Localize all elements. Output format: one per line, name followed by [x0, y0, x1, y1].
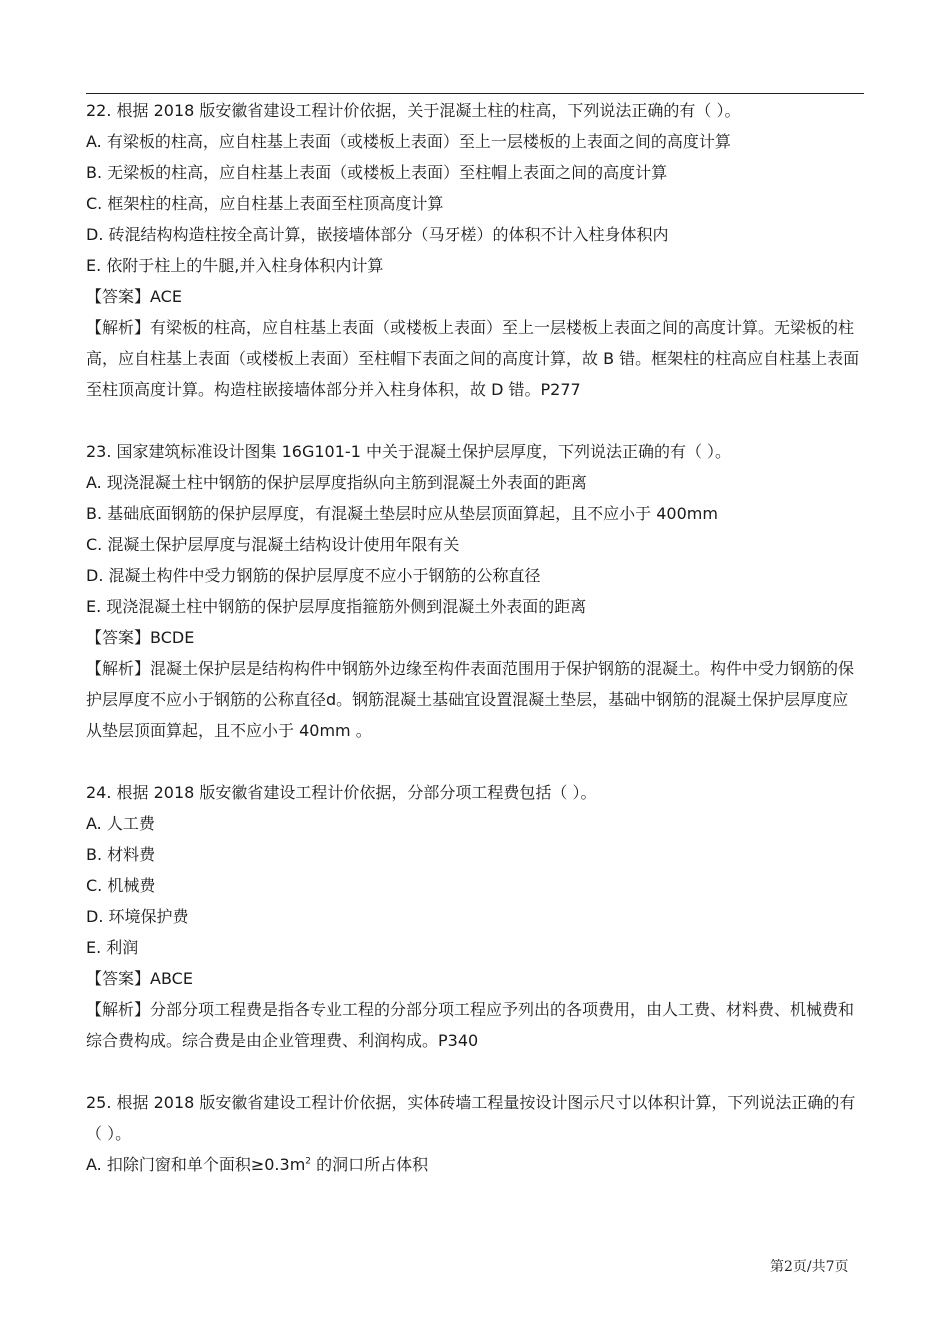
document-body [86, 95, 864, 1180]
option-e: E. 依附于柱上的牛腿,并入柱身体积内计算 [86, 256, 384, 275]
option-e: E. 利润 [86, 938, 139, 957]
option-c: C. 机械费 [86, 876, 156, 895]
question-24 [86, 777, 864, 1056]
question-25 [86, 1087, 864, 1180]
option-d: D. 环境保护费 [86, 907, 189, 926]
option-c: C. 混凝土保护层厚度与混凝土结构设计使用年限有关 [86, 535, 460, 554]
option-b: B. 无梁板的柱高，应自柱基上表面（或楼板上表面）至柱帽上表面之间的高度计算 [86, 163, 668, 182]
option-a [86, 1149, 864, 1180]
option-a-text: A. 扣除门窗和单个面积≥0.3m [86, 1155, 306, 1174]
analysis: 【解析】有梁板的柱高，应自柱基上表面（或楼板上表面）至上一层楼板上表面之间的高度计算。无梁板的柱高，应自柱基上表面（或楼板上表面）至柱帽下表面之间的高度计算，故 B 错。框架柱的柱高应自柱基上表面至柱顶高度计算。构造柱嵌接墙体部分并入柱身体积，故 D 错。P277 [86, 318, 860, 399]
question-stem: 23. 国家建筑标准设计图集 16G101-1 中关于混凝土保护层厚度，下列说法正确的有（ ）。 [86, 442, 732, 461]
option-d: D. 砖混结构构造柱按全高计算，嵌接墙体部分（马牙槎）的体积不计入柱身体积内 [86, 225, 669, 244]
option-d: D. 混凝土构件中受力钢筋的保护层厚度不应小于钢筋的公称直径 [86, 566, 541, 585]
spacer [86, 405, 864, 436]
option-e: E. 现浇混凝土柱中钢筋的保护层厚度指箍筋外侧到混凝土外表面的距离 [86, 597, 587, 616]
question-stem: 24. 根据 2018 版安徽省建设工程计价依据，分部分项工程费包括（ ）。 [86, 783, 597, 802]
option-a: A. 有梁板的柱高，应自柱基上表面（或楼板上表面）至上一层楼板的上表面之间的高度计算 [86, 132, 731, 151]
question-stem: 22. 根据 2018 版安徽省建设工程计价依据，关于混凝土柱的柱高，下列说法正确的有（ ）。 [86, 101, 741, 120]
superscript-exponent: 2 [305, 1156, 312, 1167]
spacer [86, 746, 864, 777]
option-a-text-end: 的洞口所占体积 [311, 1155, 429, 1174]
option-a: A. 现浇混凝土柱中钢筋的保护层厚度指纵向主筋到混凝土外表面的距离 [86, 473, 587, 492]
question-stem: 25. 根据 2018 版安徽省建设工程计价依据，实体砖墙工程量按设计图示尺寸以体积计算，下列说法正确的有（ ）。 [86, 1093, 856, 1143]
answer: 【答案】ABCE [86, 969, 193, 988]
question-23 [86, 436, 864, 746]
analysis: 【解析】混凝土保护层是结构构件中钢筋外边缘至构件表面范围用于保护钢筋的混凝土。构件中受力钢筋的保护层厚度不应小于钢筋的公称直径d。钢筋混凝土基础宜设置混凝土垫层，基础中钢筋的混凝土保护层厚度应从垫层顶面算起，且不应小于 40mm 。 [86, 659, 855, 740]
spacer [86, 1056, 864, 1087]
option-b: B. 基础底面钢筋的保护层厚度，有混凝土垫层时应从垫层顶面算起，且不应小于 400mm [86, 504, 718, 523]
analysis: 【解析】分部分项工程费是指各专业工程的分部分项工程应予列出的各项费用，由人工费、材料费、机械费和综合费构成。综合费是由企业管理费、利润构成。P340 [86, 1000, 855, 1050]
option-b: B. 材料费 [86, 845, 156, 864]
answer: 【答案】BCDE [86, 628, 195, 647]
option-c: C. 框架柱的柱高，应自柱基上表面至柱顶高度计算 [86, 194, 444, 213]
option-a: A. 人工费 [86, 814, 155, 833]
question-22 [86, 95, 864, 405]
answer: 【答案】ACE [86, 287, 182, 306]
header-rule [86, 93, 864, 94]
page-number: 第2页/共7页 [770, 1259, 849, 1275]
